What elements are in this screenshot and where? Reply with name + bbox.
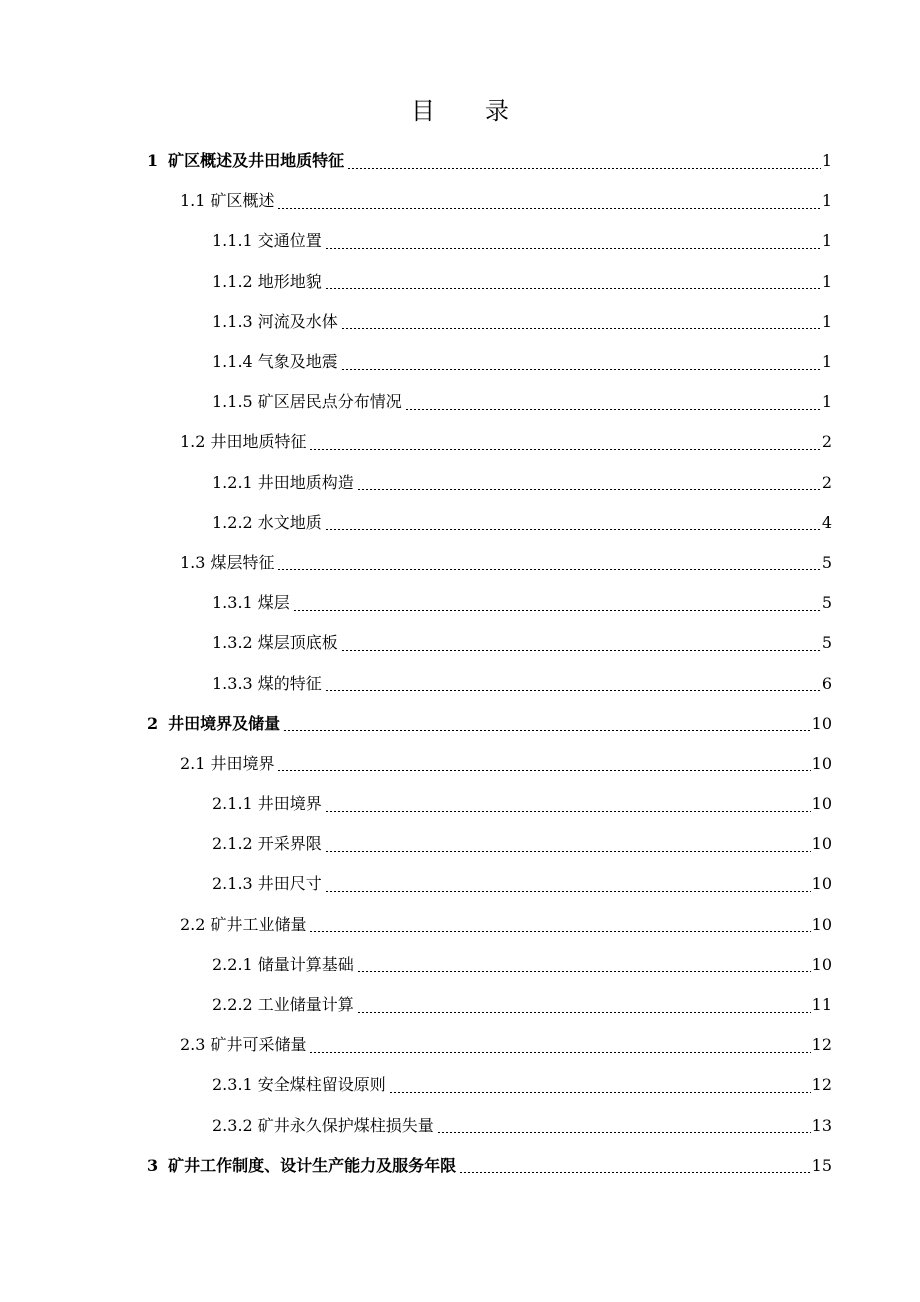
toc-dot-leader <box>293 610 821 611</box>
toc-entry-label: 煤层顶底板 <box>257 633 338 653</box>
toc-dot-leader <box>325 288 821 289</box>
toc-entry-level-3[interactable] <box>0 1106 920 1146</box>
toc-entry-level-3[interactable] <box>0 864 920 904</box>
toc-dot-leader <box>405 409 821 410</box>
toc-entry-number: 1.1.4 <box>212 352 253 372</box>
toc-entry-page-number: 5 <box>821 593 832 613</box>
toc-entry-page-number: 1 <box>821 392 832 412</box>
toc-entry-label: 储量计算基础 <box>257 954 354 974</box>
toc-entry-level-3[interactable] <box>0 784 920 824</box>
toc-entry-label: 煤层特征 <box>210 552 275 572</box>
toc-dot-leader <box>437 1132 811 1133</box>
toc-entry-page-number: 4 <box>821 512 832 532</box>
toc-entry-label: 工业储量计算 <box>257 995 354 1015</box>
toc-entry-level-3[interactable] <box>0 985 920 1025</box>
toc-entry-level-3[interactable] <box>0 342 920 382</box>
toc-entry-level-2[interactable] <box>0 543 920 583</box>
toc-entry-level-3[interactable] <box>0 302 920 342</box>
toc-entry-label: 安全煤柱留设原则 <box>257 1075 386 1095</box>
toc-entry-label: 井田境界及储量 <box>168 713 281 733</box>
toc-entry-page-number: 1 <box>821 271 832 291</box>
toc-entry-label: 交通位置 <box>257 231 322 251</box>
toc-entry-number: 1.3.2 <box>212 633 253 653</box>
toc-entry-page-number: 5 <box>821 552 832 572</box>
toc-entry-number: 1 <box>147 151 159 171</box>
title-char-1: 目 <box>411 97 435 125</box>
toc-entry-page-number: 1 <box>821 151 832 171</box>
toc-dot-leader <box>389 1092 811 1093</box>
toc-dot-leader <box>357 1012 811 1013</box>
toc-dot-leader <box>283 730 810 731</box>
toc-entry-number: 1.1.1 <box>212 231 253 251</box>
toc-entry-label: 井田境界 <box>210 753 275 773</box>
toc-entry-label: 矿区概述及井田地质特征 <box>168 151 345 171</box>
toc-entry-number: 1.1 <box>180 191 206 211</box>
toc-entry-label: 煤层 <box>257 593 290 613</box>
toc-dot-leader <box>357 971 811 972</box>
toc-dot-leader <box>309 1052 810 1053</box>
toc-entry-level-1[interactable] <box>0 1146 920 1186</box>
toc-dot-leader <box>347 168 821 169</box>
toc-entry-page-number: 15 <box>811 1155 832 1175</box>
toc-dot-leader <box>325 811 811 812</box>
toc-entry-number: 1.3 <box>180 552 206 572</box>
toc-entry-level-2[interactable] <box>0 181 920 221</box>
toc-dot-leader <box>325 851 811 852</box>
toc-entry-number: 2.2.1 <box>212 954 253 974</box>
toc-entry-level-3[interactable] <box>0 463 920 503</box>
toc-entry-level-2[interactable] <box>0 1025 920 1065</box>
toc-entry-label: 矿井永久保护煤柱损失量 <box>257 1115 434 1135</box>
toc-entry-number: 2.2 <box>180 914 206 934</box>
toc-entry-page-number: 2 <box>821 432 832 452</box>
toc-entry-level-3[interactable] <box>0 382 920 422</box>
toc-entry-page-number: 6 <box>821 673 832 693</box>
toc-dot-leader <box>341 328 821 329</box>
toc-entry-label: 井田地质特征 <box>210 432 307 452</box>
toc-entry-label: 井田尺寸 <box>257 874 322 894</box>
toc-entry-number: 1.2.2 <box>212 512 253 532</box>
toc-entry-number: 2.1 <box>180 753 206 773</box>
toc-entry-page-number: 2 <box>821 472 832 492</box>
toc-entry-page-number: 10 <box>811 874 832 894</box>
toc-entry-level-2[interactable] <box>0 744 920 784</box>
toc-entry-label: 煤的特征 <box>257 673 322 693</box>
toc-entry-level-2[interactable] <box>0 422 920 462</box>
toc-entry-label: 河流及水体 <box>257 311 338 331</box>
toc-entry-page-number: 10 <box>811 794 832 814</box>
toc-dot-leader <box>277 569 820 570</box>
toc-entry-label: 矿井工作制度、设计生产能力及服务年限 <box>168 1155 457 1175</box>
toc-entry-page-number: 12 <box>811 1075 832 1095</box>
toc-entry-page-number: 1 <box>821 231 832 251</box>
toc-entry-label: 开采界限 <box>257 834 322 854</box>
toc-entry-number: 2 <box>147 713 159 733</box>
toc-entry-page-number: 10 <box>811 834 832 854</box>
toc-entry-page-number: 1 <box>821 352 832 372</box>
toc-entry-number: 1.1.5 <box>212 392 253 412</box>
toc-entry-number: 2.1.2 <box>212 834 253 854</box>
toc-entry-level-3[interactable] <box>0 1065 920 1105</box>
toc-entry-number: 3 <box>147 1155 159 1175</box>
toc-dot-leader <box>309 449 820 450</box>
toc-entry-level-2[interactable] <box>0 905 920 945</box>
toc-dot-leader <box>277 208 820 209</box>
toc-entry-level-3[interactable] <box>0 663 920 703</box>
toc-entry-label: 气象及地震 <box>257 352 338 372</box>
toc-entry-number: 1.2.1 <box>212 472 253 492</box>
toc-entry-page-number: 1 <box>821 191 832 211</box>
toc-entry-label: 矿井可采储量 <box>210 1035 307 1055</box>
toc-entry-label: 矿井工业储量 <box>210 914 307 934</box>
toc-entry-page-number: 10 <box>811 713 832 733</box>
toc-entry-label: 地形地貌 <box>257 271 322 291</box>
toc-entry-page-number: 13 <box>811 1115 832 1135</box>
toc-entry-number: 1.3.3 <box>212 673 253 693</box>
toc-dot-leader <box>325 891 811 892</box>
toc-dot-leader <box>341 369 821 370</box>
toc-entry-page-number: 12 <box>811 1035 832 1055</box>
toc-entry-page-number: 10 <box>811 753 832 773</box>
toc-dot-leader <box>309 931 810 932</box>
toc-entry-number: 1.1.3 <box>212 311 253 331</box>
table-of-contents <box>0 141 920 1186</box>
toc-entry-number: 2.2.2 <box>212 995 253 1015</box>
toc-entry-level-3[interactable] <box>0 221 920 261</box>
toc-entry-number: 1.1.2 <box>212 271 253 291</box>
toc-entry-level-1[interactable] <box>0 141 920 181</box>
toc-entry-level-1[interactable] <box>0 704 920 744</box>
toc-entry-page-number: 10 <box>811 954 832 974</box>
toc-entry-number: 1.2 <box>180 432 206 452</box>
toc-entry-page-number: 5 <box>821 633 832 653</box>
toc-entry-page-number: 1 <box>821 311 832 331</box>
toc-entry-page-number: 11 <box>811 995 832 1015</box>
toc-entry-label: 矿区居民点分布情况 <box>257 392 402 412</box>
toc-dot-leader <box>325 529 821 530</box>
toc-dot-leader <box>341 650 821 651</box>
toc-entry-number: 2.3.1 <box>212 1075 253 1095</box>
toc-entry-number: 1.3.1 <box>212 593 253 613</box>
title-char-2: 录 <box>485 97 509 125</box>
toc-entry-number: 2.1.3 <box>212 874 253 894</box>
toc-entry-number: 2.1.1 <box>212 794 253 814</box>
toc-dot-leader <box>459 1172 810 1173</box>
toc-entry-level-3[interactable] <box>0 945 920 985</box>
toc-dot-leader <box>357 489 821 490</box>
toc-entry-number: 2.3.2 <box>212 1115 253 1135</box>
toc-entry-label: 井田境界 <box>257 794 322 814</box>
toc-entry-label: 矿区概述 <box>210 191 275 211</box>
toc-dot-leader <box>325 690 821 691</box>
toc-entry-level-3[interactable] <box>0 262 920 302</box>
toc-entry-level-3[interactable] <box>0 623 920 663</box>
toc-entry-level-3[interactable] <box>0 583 920 623</box>
toc-entry-page-number: 10 <box>811 914 832 934</box>
toc-dot-leader <box>277 770 810 771</box>
toc-entry-number: 2.3 <box>180 1035 206 1055</box>
toc-entry-level-3[interactable] <box>0 503 920 543</box>
toc-entry-label: 水文地质 <box>257 512 322 532</box>
toc-entry-level-3[interactable] <box>0 824 920 864</box>
toc-entry-label: 井田地质构造 <box>257 472 354 492</box>
page-title <box>0 94 920 128</box>
toc-dot-leader <box>325 248 821 249</box>
